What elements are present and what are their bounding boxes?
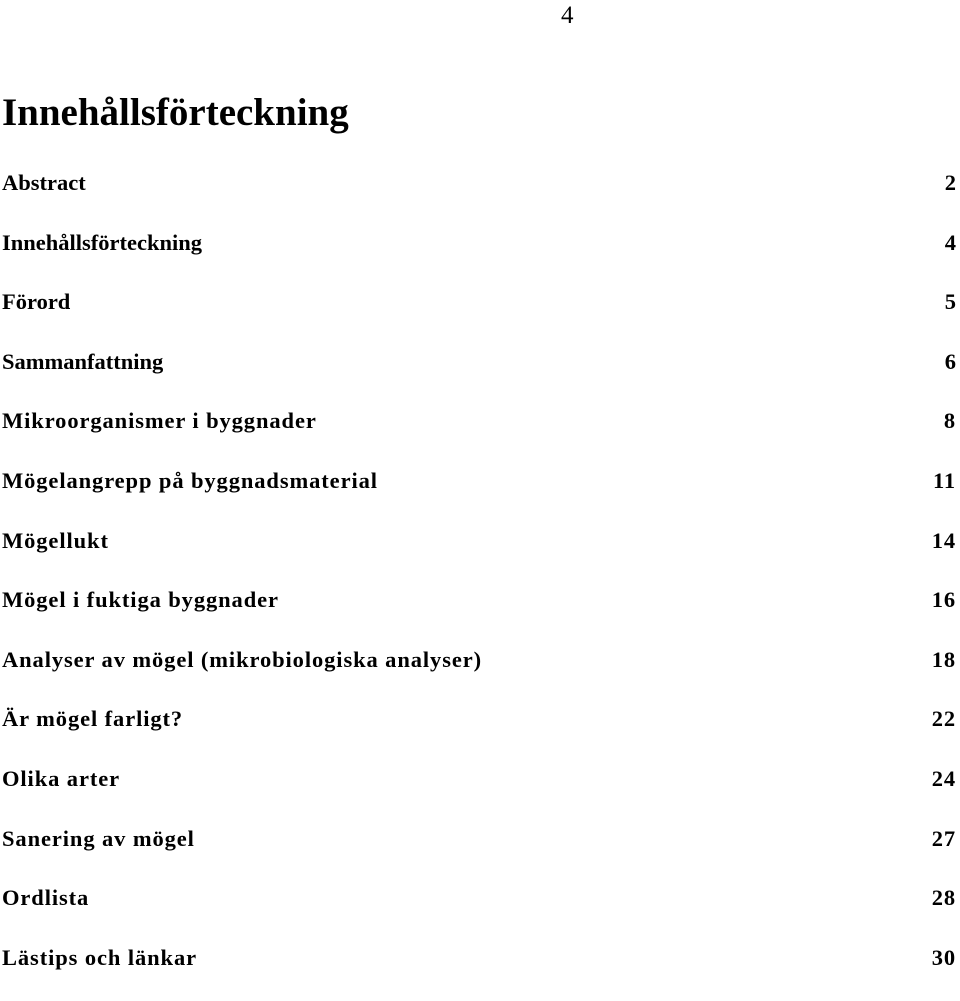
toc-entry-label: Mögel i fuktiga byggnader xyxy=(2,587,279,613)
toc-entry-lastips[interactable] xyxy=(0,942,960,1001)
toc-entry-mogellukt[interactable] xyxy=(0,525,960,585)
toc-entry-label: Innehållsförteckning xyxy=(2,229,203,255)
toc-entry-mogelangrepp[interactable] xyxy=(0,465,960,525)
toc-entry-label: Ordlista xyxy=(2,885,90,911)
page-title: Innehållsförteckning xyxy=(2,91,349,134)
toc-entry-sammanfattning[interactable] xyxy=(0,346,960,406)
toc-entry-sanering[interactable] xyxy=(0,823,960,883)
toc-entry-forord[interactable] xyxy=(0,286,960,346)
toc-entry-abstract[interactable] xyxy=(0,167,960,227)
toc-entry-label: Abstract xyxy=(2,170,86,195)
toc-entry-page: 24 xyxy=(931,765,956,791)
toc-entry-olika-arter[interactable] xyxy=(0,763,960,823)
toc-entry-ordlista[interactable] xyxy=(0,882,960,942)
toc-entry-label: Är mögel farligt? xyxy=(2,706,184,732)
toc-entry-page: 4 xyxy=(944,229,956,255)
toc-entry-page: 8 xyxy=(943,408,956,434)
toc-entry-label: Förord xyxy=(2,289,71,315)
toc-entry-analyser[interactable] xyxy=(0,644,960,704)
toc-entry-label: Mögelangrepp på byggnadsmaterial xyxy=(2,467,378,493)
toc-entry-label: Mikroorganismer i byggnader xyxy=(2,408,317,434)
toc-entry-page: 22 xyxy=(931,706,956,732)
toc-entry-label: Mögellukt xyxy=(2,527,109,553)
toc-entry-label: Olika arter xyxy=(2,765,120,791)
toc-entry-page: 27 xyxy=(931,825,956,851)
toc-entry-farligt[interactable] xyxy=(0,703,960,763)
toc-entry-page: 5 xyxy=(944,289,956,315)
toc-entry-page: 2 xyxy=(944,170,956,195)
toc-entry-page: 30 xyxy=(931,944,956,970)
toc-entry-page: 28 xyxy=(931,885,956,911)
page-number: 4 xyxy=(561,2,574,29)
toc-entry-page: 11 xyxy=(932,467,956,493)
toc-entry-page: 6 xyxy=(944,348,956,374)
toc-entry-label: Sammanfattning xyxy=(2,348,164,374)
table-of-contents xyxy=(0,167,960,1001)
toc-entry-page: 14 xyxy=(931,527,956,553)
toc-entry-mogel-fuktiga[interactable] xyxy=(0,584,960,644)
toc-entry-innehallsforteckning[interactable] xyxy=(0,227,960,287)
toc-entry-page: 16 xyxy=(931,587,956,613)
toc-entry-label: Sanering av mögel xyxy=(2,825,195,851)
toc-entry-label: Lästips och länkar xyxy=(2,944,197,970)
toc-entry-label: Analyser av mögel (mikrobiologiska analyser) xyxy=(2,646,483,672)
toc-entry-page: 18 xyxy=(931,646,956,672)
toc-entry-mikroorganismer[interactable] xyxy=(0,405,960,465)
